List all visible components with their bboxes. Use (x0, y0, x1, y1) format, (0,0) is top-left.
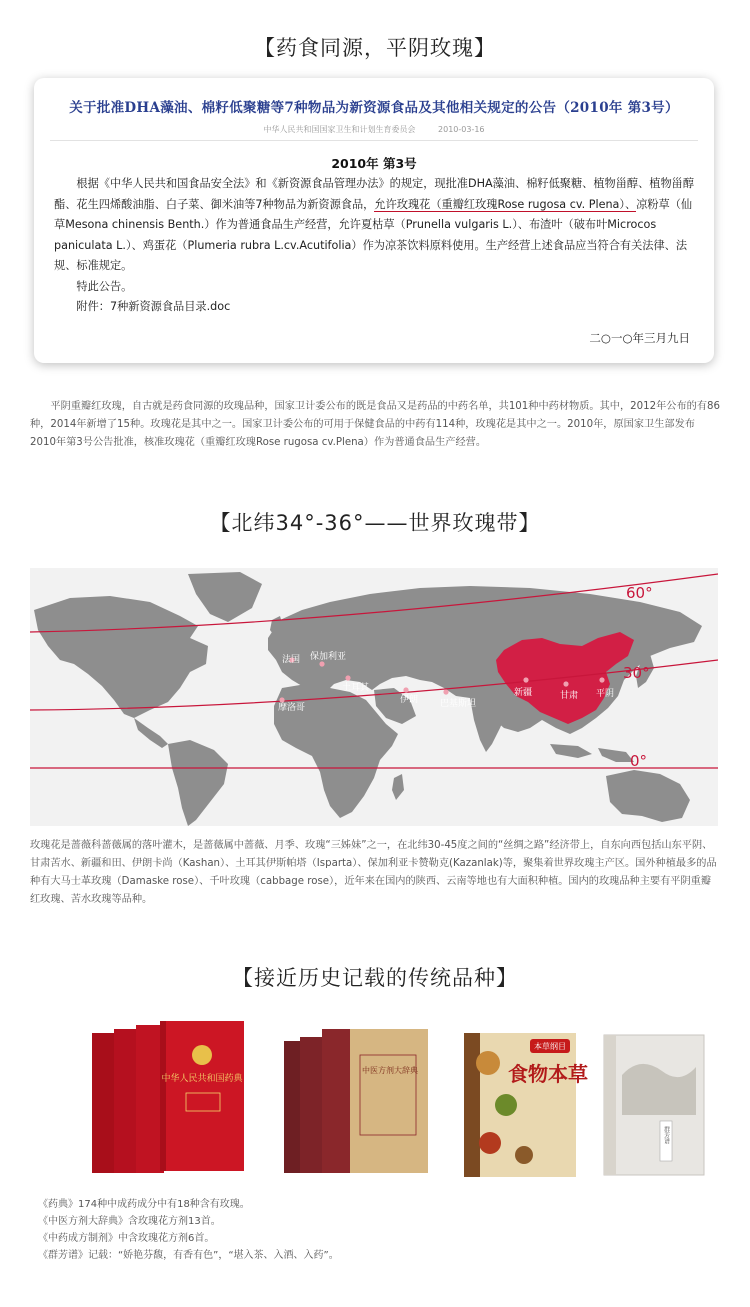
lat-label-30: 30° (623, 664, 650, 682)
notice-card (34, 78, 714, 363)
lat-label-60: 60° (626, 584, 653, 602)
book-images (60, 1015, 720, 1190)
notice-date: 二○一○年三月九日 (589, 331, 690, 345)
svg-text:中华人民共和国药典: 中华人民共和国药典 (161, 1074, 243, 1084)
svg-text:巴基斯坦: 巴基斯坦 (440, 699, 477, 709)
notice-title[interactable]: 关于批准DHA藻油、棉籽低聚糖等7种物品为新资源食品及其他相关规定的公告（2010年 第3号） (69, 100, 679, 116)
section-title-rose-belt: 【北纬34°-36°——世界玫瑰带】 (209, 511, 541, 535)
notice-heading: 2010年 第3号 (331, 156, 417, 171)
rose-belt-paragraph: 玫瑰花是蔷薇科蔷薇属的落叶灌木，是蔷薇属中蔷薇、月季、玫瑰“三姊妹”之一，在北纬30-45度之间的“丝绸之路”经济带上，自东向西包括山东平阴、甘肃苦水、新疆和田、伊朗卡尚（Kashan）、土耳其伊斯帕塔（Isparta）、保加利亚卡赞勒克(Kazanlak)等，聚集着世界玫瑰主产区。国外种植最多的品种有大马士革玫瑰（Damaske rose）、千叶玫瑰（cabbage rose），近年来在国内的陕西、云南等地也有大面积种植。国内的玫瑰品种主要有平阴重瓣红玫瑰、苦水玫瑰等品种。 (30, 840, 717, 905)
notice-attachment-link[interactable]: 附件：7种新资源食品目录.doc (76, 300, 231, 313)
book-reference-list (38, 1196, 718, 1264)
svg-text:保加利亚: 保加利亚 (310, 652, 347, 662)
svg-text:本草纲目: 本草纲目 (534, 1042, 566, 1051)
ref-patent-formulations: 《中药成方制剂》中含玫瑰花方剂6首。 (38, 1233, 215, 1244)
place-france (282, 653, 300, 665)
section-title-traditional: 【接近历史记载的传统品种】 (232, 966, 518, 990)
svg-text:中医方剂大辞典: 中医方剂大辞典 (362, 1066, 418, 1075)
notice-body-b: 凉粉草（仙草Mesona chinensis Benth.）作为普通食品生产经营，允许夏枯草（Prunella vulgaris L.）、布渣叶（破布叶Microcos paniculata L.）、鸡蛋花（Plumeria rubra L.cv.Acutifolia）作为凉茶饮料原料使用。生产经营上述食品应当符合有关法律、法规、标准规定。 (54, 197, 693, 272)
notice-main-paragraph (54, 174, 699, 277)
notice-body-a: 根据《中华人民共和国食品安全法》和《新资源食品管理办法》的规定，现批准DHA藻油、棉籽低聚糖、植物甾醇、植物甾醇酯、花生四烯酸油脂、白子菜、御米油等7种物品为新资源食品， (54, 177, 695, 211)
notice-highlight-rose: 允许玫瑰花（重瓣红玫瑰Rose rugosa cv. Plena）、 (374, 197, 637, 211)
world-rose-belt-map (30, 568, 718, 826)
book-qunfang-pu (604, 1035, 704, 1175)
svg-text:土耳其: 土耳其 (342, 683, 370, 693)
svg-text:食物本草: 食物本草 (508, 1062, 588, 1086)
notice-pub-date: 2010-03-16 (438, 125, 485, 134)
book-pharmacopoeia (92, 1021, 244, 1173)
notice-divider (50, 140, 698, 141)
svg-text:伊朗: 伊朗 (400, 695, 419, 705)
svg-text:平阴: 平阴 (596, 689, 615, 699)
notice-meta (34, 124, 714, 135)
svg-text:法国: 法国 (282, 655, 301, 665)
notice-body (54, 174, 699, 318)
ref-formula-dictionary: 《中医方剂大辞典》含玫瑰花方剂13首。 (38, 1216, 221, 1227)
book-tcm-formula-dictionary (284, 1029, 428, 1173)
notice-publisher: 中华人民共和国国家卫生和计划生育委员会 (263, 125, 416, 134)
svg-text:新疆: 新疆 (514, 688, 533, 698)
place-iran (400, 687, 418, 705)
svg-text:群芳谱: 群芳谱 (662, 1126, 670, 1144)
book-food-materia (464, 1033, 588, 1177)
notice-closing: 特此公告。 (76, 279, 133, 293)
lat-label-0: 0° (630, 752, 648, 770)
svg-text:摩洛哥: 摩洛哥 (278, 703, 306, 713)
section-title-food-medicine: 【药食同源，平阴玫瑰】 (254, 36, 496, 60)
ref-qunfang-pu: 《群芳谱》记载：“娇艳芬馥，有香有色”，“堪入茶、入酒、入药”。 (38, 1250, 339, 1261)
ref-pharmacopoeia: 《药典》174种中成药成分中有18种含有玫瑰。 (38, 1199, 250, 1210)
svg-text:甘肃: 甘肃 (560, 691, 579, 701)
rose-history-paragraph: 平阴重瓣红玫瑰，自古就是药食同源的玫瑰品种，国家卫计委公布的既是食品又是药品的中药名单，共101种中药材物质。其中，2012年公布的有86种，2014年新增了15种。玫瑰花是其中之一。国家卫计委公布的可用于保健食品的中药有114种，玫瑰花是其中之一。2010年，原国家卫生部发布2010年第3号公告批准，核准玫瑰花（重瓣红玫瑰Rose rugosa cv.Plena）作为普通食品生产经营。 (30, 401, 720, 448)
